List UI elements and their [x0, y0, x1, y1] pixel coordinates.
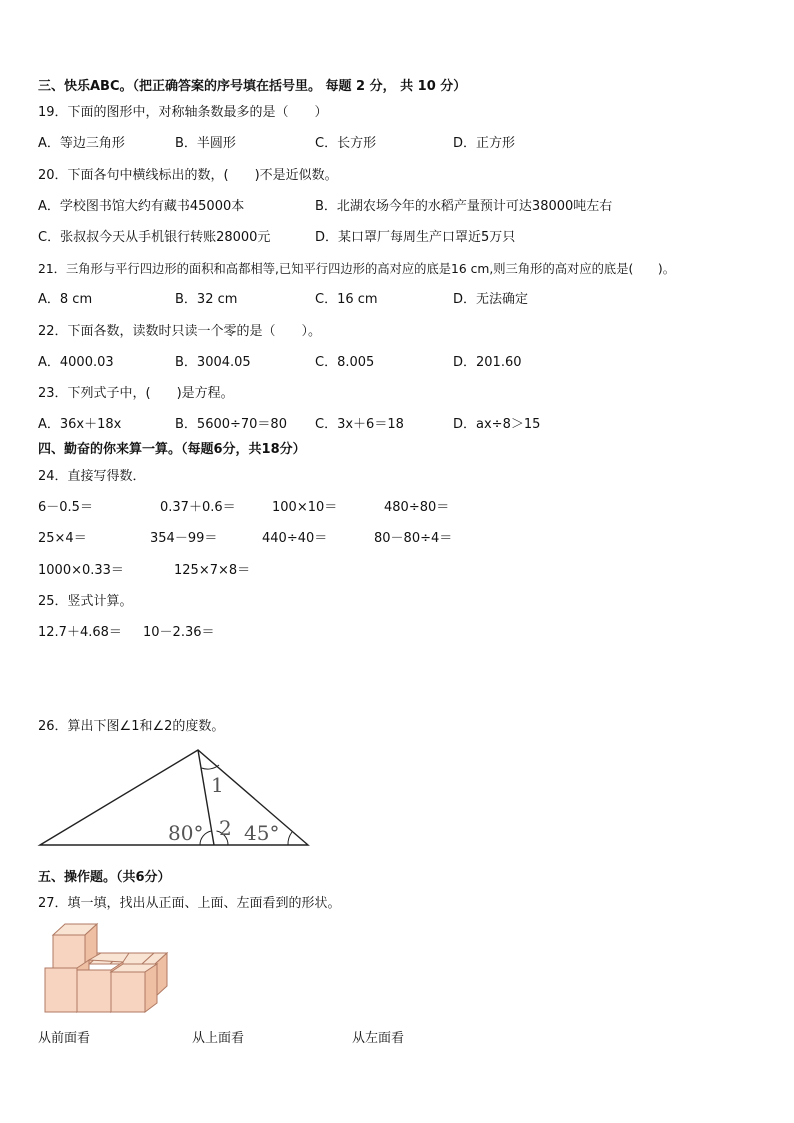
q27-stem: 27．填一填，找出从正面、上面、左面看到的形状。: [38, 896, 341, 911]
view-label-left: 从左面看: [352, 1031, 405, 1046]
q25-item: 12.7＋4.68＝: [38, 625, 122, 640]
q21-option-d[interactable]: D．无法确定: [453, 292, 529, 307]
q20-option-c[interactable]: C．张叔叔今天从手机银行转账28000元: [38, 230, 271, 245]
cube-side-face: [145, 964, 157, 1012]
view-label-front: 从前面看: [38, 1031, 91, 1046]
q24-stem: 24．直接写得数．: [38, 469, 146, 484]
q23-stem: 23．下列式子中，( )是方程。: [38, 386, 234, 401]
triangle-figure: [30, 745, 320, 853]
q22-stem: 22．下面各数，读数时只读一个零的是（ ）。: [38, 324, 322, 339]
q25-item: 10－2.36＝: [143, 625, 215, 640]
section3-heading: 三、快乐ABC。（把正确答案的序号填在括号里。 每题 2 分， 共 10 分）: [38, 79, 467, 94]
q21-stem: 21．三角形与平行四边形的面积和高都相等,已知平行四边形的高对应的底是16 cm,则三角形的高对应的底是( )。: [38, 262, 676, 276]
q21-option-c[interactable]: C．16 cm: [315, 292, 378, 307]
q22-option-b[interactable]: B．3004.05: [175, 355, 251, 370]
q20-stem: 20．下面各句中横线标出的数，( )不是近似数。: [38, 168, 338, 183]
section5-heading: 五、操作题。（共6分）: [38, 870, 171, 885]
q23-option-a[interactable]: A．36x＋18x: [38, 417, 122, 432]
q22-option-d[interactable]: D．201.60: [453, 355, 522, 370]
q21-option-a[interactable]: A．8 cm: [38, 292, 93, 307]
q26-stem: 26．算出下图∠1和∠2的度数。: [38, 719, 225, 734]
cube-front-face: [53, 935, 85, 968]
cube-front-face: [77, 970, 111, 1012]
angle45-arc: [288, 832, 292, 845]
cube-front-face: [45, 968, 77, 1012]
q20-option-d[interactable]: D．某口罩厂每周生产口罩近5万只: [315, 230, 516, 245]
q24-item: 354－99＝: [150, 531, 218, 546]
q19-option-c[interactable]: C．长方形: [315, 136, 377, 151]
q24-item: 6－0.5＝: [38, 500, 93, 515]
q20-option-a[interactable]: A．学校图书馆大约有藏书45000本: [38, 199, 245, 214]
q24-item: 0.37＋0.6＝: [160, 500, 236, 515]
q24-item: 440÷40＝: [262, 531, 328, 546]
q24-item: 125×7×8＝: [174, 563, 251, 578]
q23-option-c[interactable]: C．3x＋6＝18: [315, 417, 404, 432]
q24-item: 25×4＝: [38, 531, 87, 546]
q24-item: 100×10＝: [272, 500, 338, 515]
q22-option-a[interactable]: A．4000.03: [38, 355, 114, 370]
q22-option-c[interactable]: C．8.005: [315, 355, 375, 370]
view-label-top: 从上面看: [192, 1031, 245, 1046]
q19-option-b[interactable]: B．半圆形: [175, 136, 236, 151]
q23-option-d[interactable]: D．ax÷8＞15: [453, 417, 541, 432]
q19-option-a[interactable]: A．等边三角形: [38, 136, 125, 151]
angle80-label: 80°: [168, 821, 204, 845]
q19-option-d[interactable]: D．正方形: [453, 136, 516, 151]
q24-item: 480÷80＝: [384, 500, 450, 515]
angle45-label: 45°: [244, 821, 280, 845]
cube-front-face: [111, 972, 145, 1012]
q23-option-b[interactable]: B．5600÷70＝80: [175, 417, 287, 432]
q21-option-b[interactable]: B．32 cm: [175, 292, 238, 307]
q24-item: 1000×0.33＝: [38, 563, 124, 578]
angle1-label: 1: [211, 773, 224, 797]
q24-item: 80－80÷4＝: [374, 531, 453, 546]
section4-heading: 四、勤奋的你来算一算。（每题6分，共18分）: [38, 442, 306, 457]
q19-stem: 19．下面的图形中，对称轴条数最多的是（ ）: [38, 105, 328, 120]
cube-stack-figure: [40, 920, 175, 1016]
q25-stem: 25．竖式计算。: [38, 594, 133, 609]
q20-option-b[interactable]: B．北湖农场今年的水稻产量预计可达38000吨左右: [315, 199, 613, 214]
angle2-label: 2: [219, 816, 232, 840]
